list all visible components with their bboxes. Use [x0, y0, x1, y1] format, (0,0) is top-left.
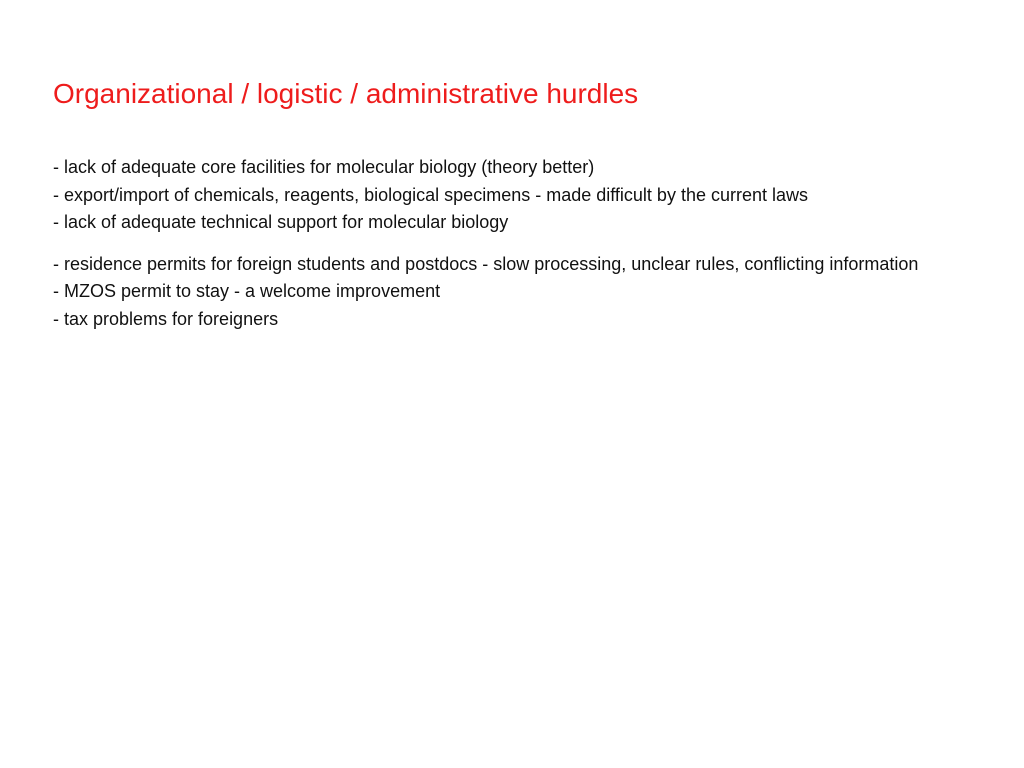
bullet-item: - lack of adequate core facilities for molecular biology (theory better) [53, 157, 595, 177]
bullet-group-facilities [53, 154, 963, 237]
bullet-item: - tax problems for foreigners [53, 308, 279, 329]
bullet-item: - MZOS permit to stay - a welcome improvement [53, 281, 441, 301]
bullet-group-foreigners [53, 251, 963, 334]
bullet-item: - residence permits for foreign students and postdocs - slow processing, unclear rules, conflicting information [53, 253, 919, 274]
slide-title: Organizational / logistic / administrative hurdles [53, 78, 639, 109]
bullet-item: - export/import of chemicals, reagents, biological specimens - made difficult by the current laws [53, 184, 808, 205]
slide-body [53, 154, 963, 333]
bullet-item: - lack of adequate technical support for molecular biology [53, 212, 509, 232]
